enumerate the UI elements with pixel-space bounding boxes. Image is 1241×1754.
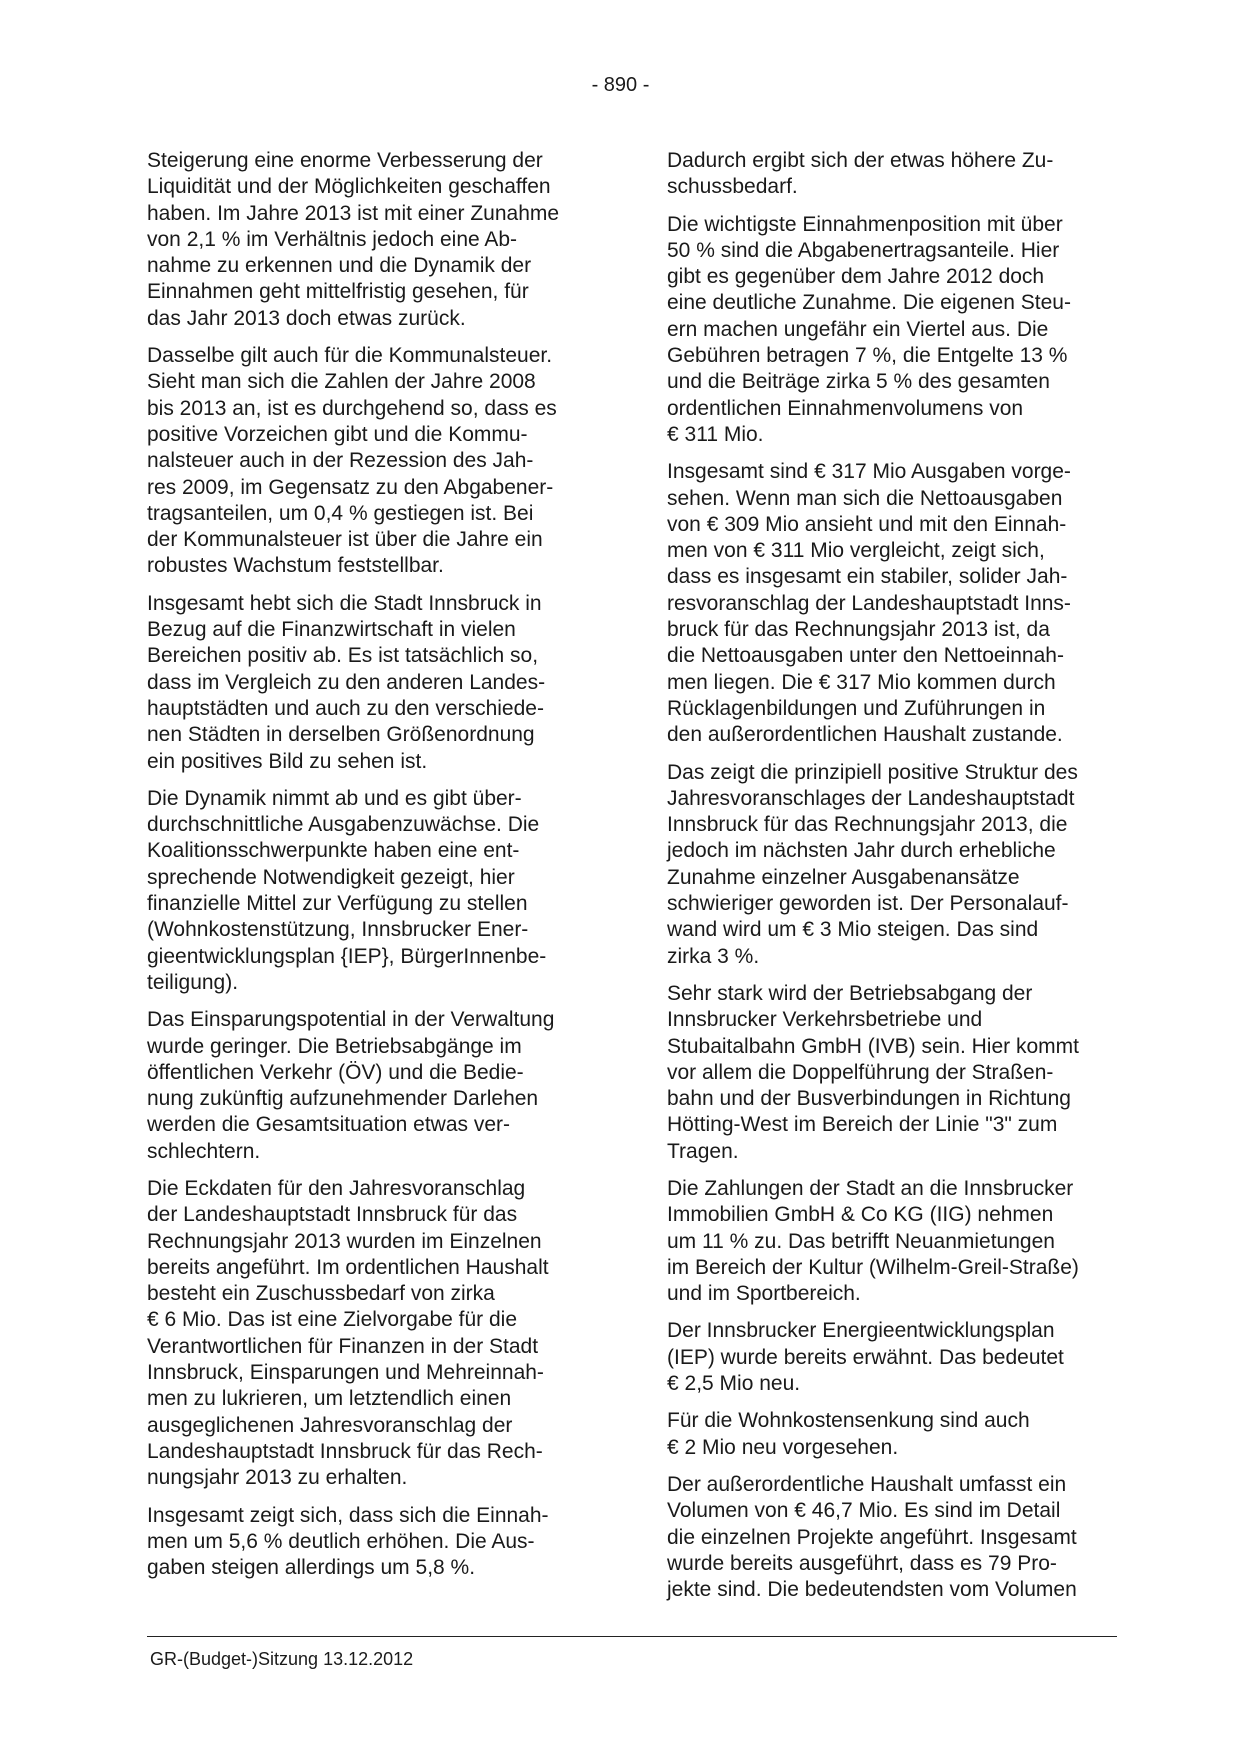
paragraph: Insgesamt sind € 317 Mio Ausgaben vorge- sehen. Wenn man sich die Nettoausgaben von € 309 Mio ansieht und mit den Einnah- men von € 311 Mio vergleicht, zeigt sich, dass es insgesamt ein stabiler, solider Jah- resvoranschlag der Landeshauptstadt Inns- bruck für das Rechnungsjahr 2013 ist, da die Nettoausgaben unter den Nettoeinnah- men liegen. Die € 317 Mio kommen durch Rücklagenbildungen und Zuführungen in den außerordentlichen Haushalt zustande. <box>667 460 1071 747</box>
paragraph: Die Dynamik nimmt ab und es gibt über- durchschnittliche Ausgabenzuwächse. Die Koalitionsschwerpunkte haben eine ent- sprechende Notwendigkeit gezeigt, hier finanzielle Mittel zur Verfügung zu stellen (Wohnkostenstützung, Innsbrucker Ener- gieentwicklungsplan {IEP}, BürgerInnenbe- teiligung). <box>147 786 547 994</box>
paragraph: Das zeigt die prinzipiell positive Struktur des Jahresvoranschlages der Landeshauptstadt Innsbruck für das Rechnungsjahr 2013, die jedoch im nächsten Jahr durch erhebliche Zunahme einzelner Ausgabenansätze schwieriger geworden ist. Der Personalauf- wand wird um € 3 Mio steigen. Das sind zirka 3 %. <box>667 760 1078 968</box>
right-column <box>667 148 1130 1614</box>
footer-session-label: GR-(Budget-)Sitzung 13.12.2012 <box>150 1649 414 1669</box>
paragraph: Für die Wohnkostensenkung sind auch € 2 Mio neu vorgesehen. <box>667 1409 1030 1459</box>
paragraph: Insgesamt hebt sich die Stadt Innsbruck in Bezug auf die Finanzwirtschaft in vielen Bereichen positiv ab. Es ist tatsächlich so, dass im Vergleich zu den anderen Landes- hauptstädten und auch zu den verschiede- nen Städten in derselben Größenordnung ein positives Bild zu sehen ist. <box>147 591 546 773</box>
paragraph: Sehr stark wird der Betriebsabgang der Innsbrucker Verkehrsbetriebe und Stubaitalbahn GmbH (IVB) sein. Hier kommt vor allem die Doppelführung der Straßen- bahn und der Busverbindungen in Richtung Hötting-West im Bereich der Linie "3" zum Tragen. <box>667 981 1079 1163</box>
paragraph: Der Innsbrucker Energieentwicklungsplan (IEP) wurde bereits erwähnt. Das bedeutet € 2,5 Mio neu. <box>667 1319 1064 1396</box>
left-column <box>147 148 617 1592</box>
page-number: - 890 - <box>591 74 650 96</box>
paragraph: Die Eckdaten für den Jahresvoranschlag der Landeshauptstadt Innsbruck für das Rechnungsjahr 2013 wurden im Einzelnen bereits angeführt. Im ordentlichen Haushalt besteht ein Zuschussbedarf von zirka € 6 Mio. Das ist eine Zielvorgabe für die Verantwortlichen für Finanzen in der Stadt Innsbruck, Einsparungen und Mehreinnah- men zu lukrieren, um letztendlich einen ausgeglichenen Jahresvoranschlag der Landeshauptstadt Innsbruck für das Rech- nungsjahr 2013 zu erhalten. <box>147 1176 549 1490</box>
paragraph: Steigerung eine enorme Verbesserung der Liquidität und der Möglichkeiten geschaffen haben. Im Jahre 2013 ist mit einer Zunahme von 2,1 % im Verhältnis jedoch eine Ab- nahme zu erkennen und die Dynamik der Einnahmen geht mittelfristig gesehen, für das Jahr 2013 doch etwas zurück. <box>147 149 560 330</box>
paragraph: Die Zahlungen der Stadt an die Innsbrucker Immobilien GmbH & Co KG (IIG) nehmen um 11 % zu. Das betrifft Neuanmietungen im Bereich der Kultur (Wilhelm-Greil-Straße) und im Sportbereich. <box>667 1176 1079 1306</box>
paragraph: Insgesamt zeigt sich, dass sich die Einnah- men um 5,6 % deutlich erhöhen. Die Aus- gaben steigen allerdings um 5,8 %. <box>147 1503 549 1580</box>
paragraph: Dasselbe gilt auch für die Kommunalsteuer. Sieht man sich die Zahlen der Jahre 2008 bis 2013 an, ist es durchgehend so, dass es positive Vorzeichen gibt und die Kommu- nalsteuer auch in der Rezession des Jah- res 2009, im Gegensatz zu den Abgabener- tragsanteilen, um 0,4 % gestiegen ist. Bei der Kommunalsteuer ist über die Jahre ein robustes Wachstum feststellbar. <box>147 344 557 578</box>
paragraph: Dadurch ergibt sich der etwas höhere Zu- schussbedarf. <box>667 149 1054 199</box>
paragraph: Das Einsparungspotential in der Verwaltung wurde geringer. Die Betriebsabgänge im öffentlichen Verkehr (ÖV) und die Bedie- nung zukünftig aufzunehmender Darlehen werden die Gesamtsituation etwas ver- schlechtern. <box>147 1008 555 1163</box>
footer-divider <box>147 1636 1117 1637</box>
paragraph: Der außerordentliche Haushalt umfasst ein Volumen von € 46,7 Mio. Es sind im Detail die einzelnen Projekte angeführt. Insgesamt wurde bereits ausgeführt, dass es 79 Pro- jekte sind. Die bedeutendsten vom Volumen <box>667 1472 1077 1602</box>
paragraph: Die wichtigste Einnahmenposition mit über 50 % sind die Abgabenertragsanteile. Hier gibt es gegenüber dem Jahre 2012 doch eine deutliche Zunahme. Die eigenen Steu- ern machen ungefähr ein Viertel aus. Die Gebühren betragen 7 %, die Entgelte 13 % und die Beiträge zirka 5 % des gesamten ordentlichen Einnahmenvolumens von € 311 Mio. <box>667 212 1071 446</box>
